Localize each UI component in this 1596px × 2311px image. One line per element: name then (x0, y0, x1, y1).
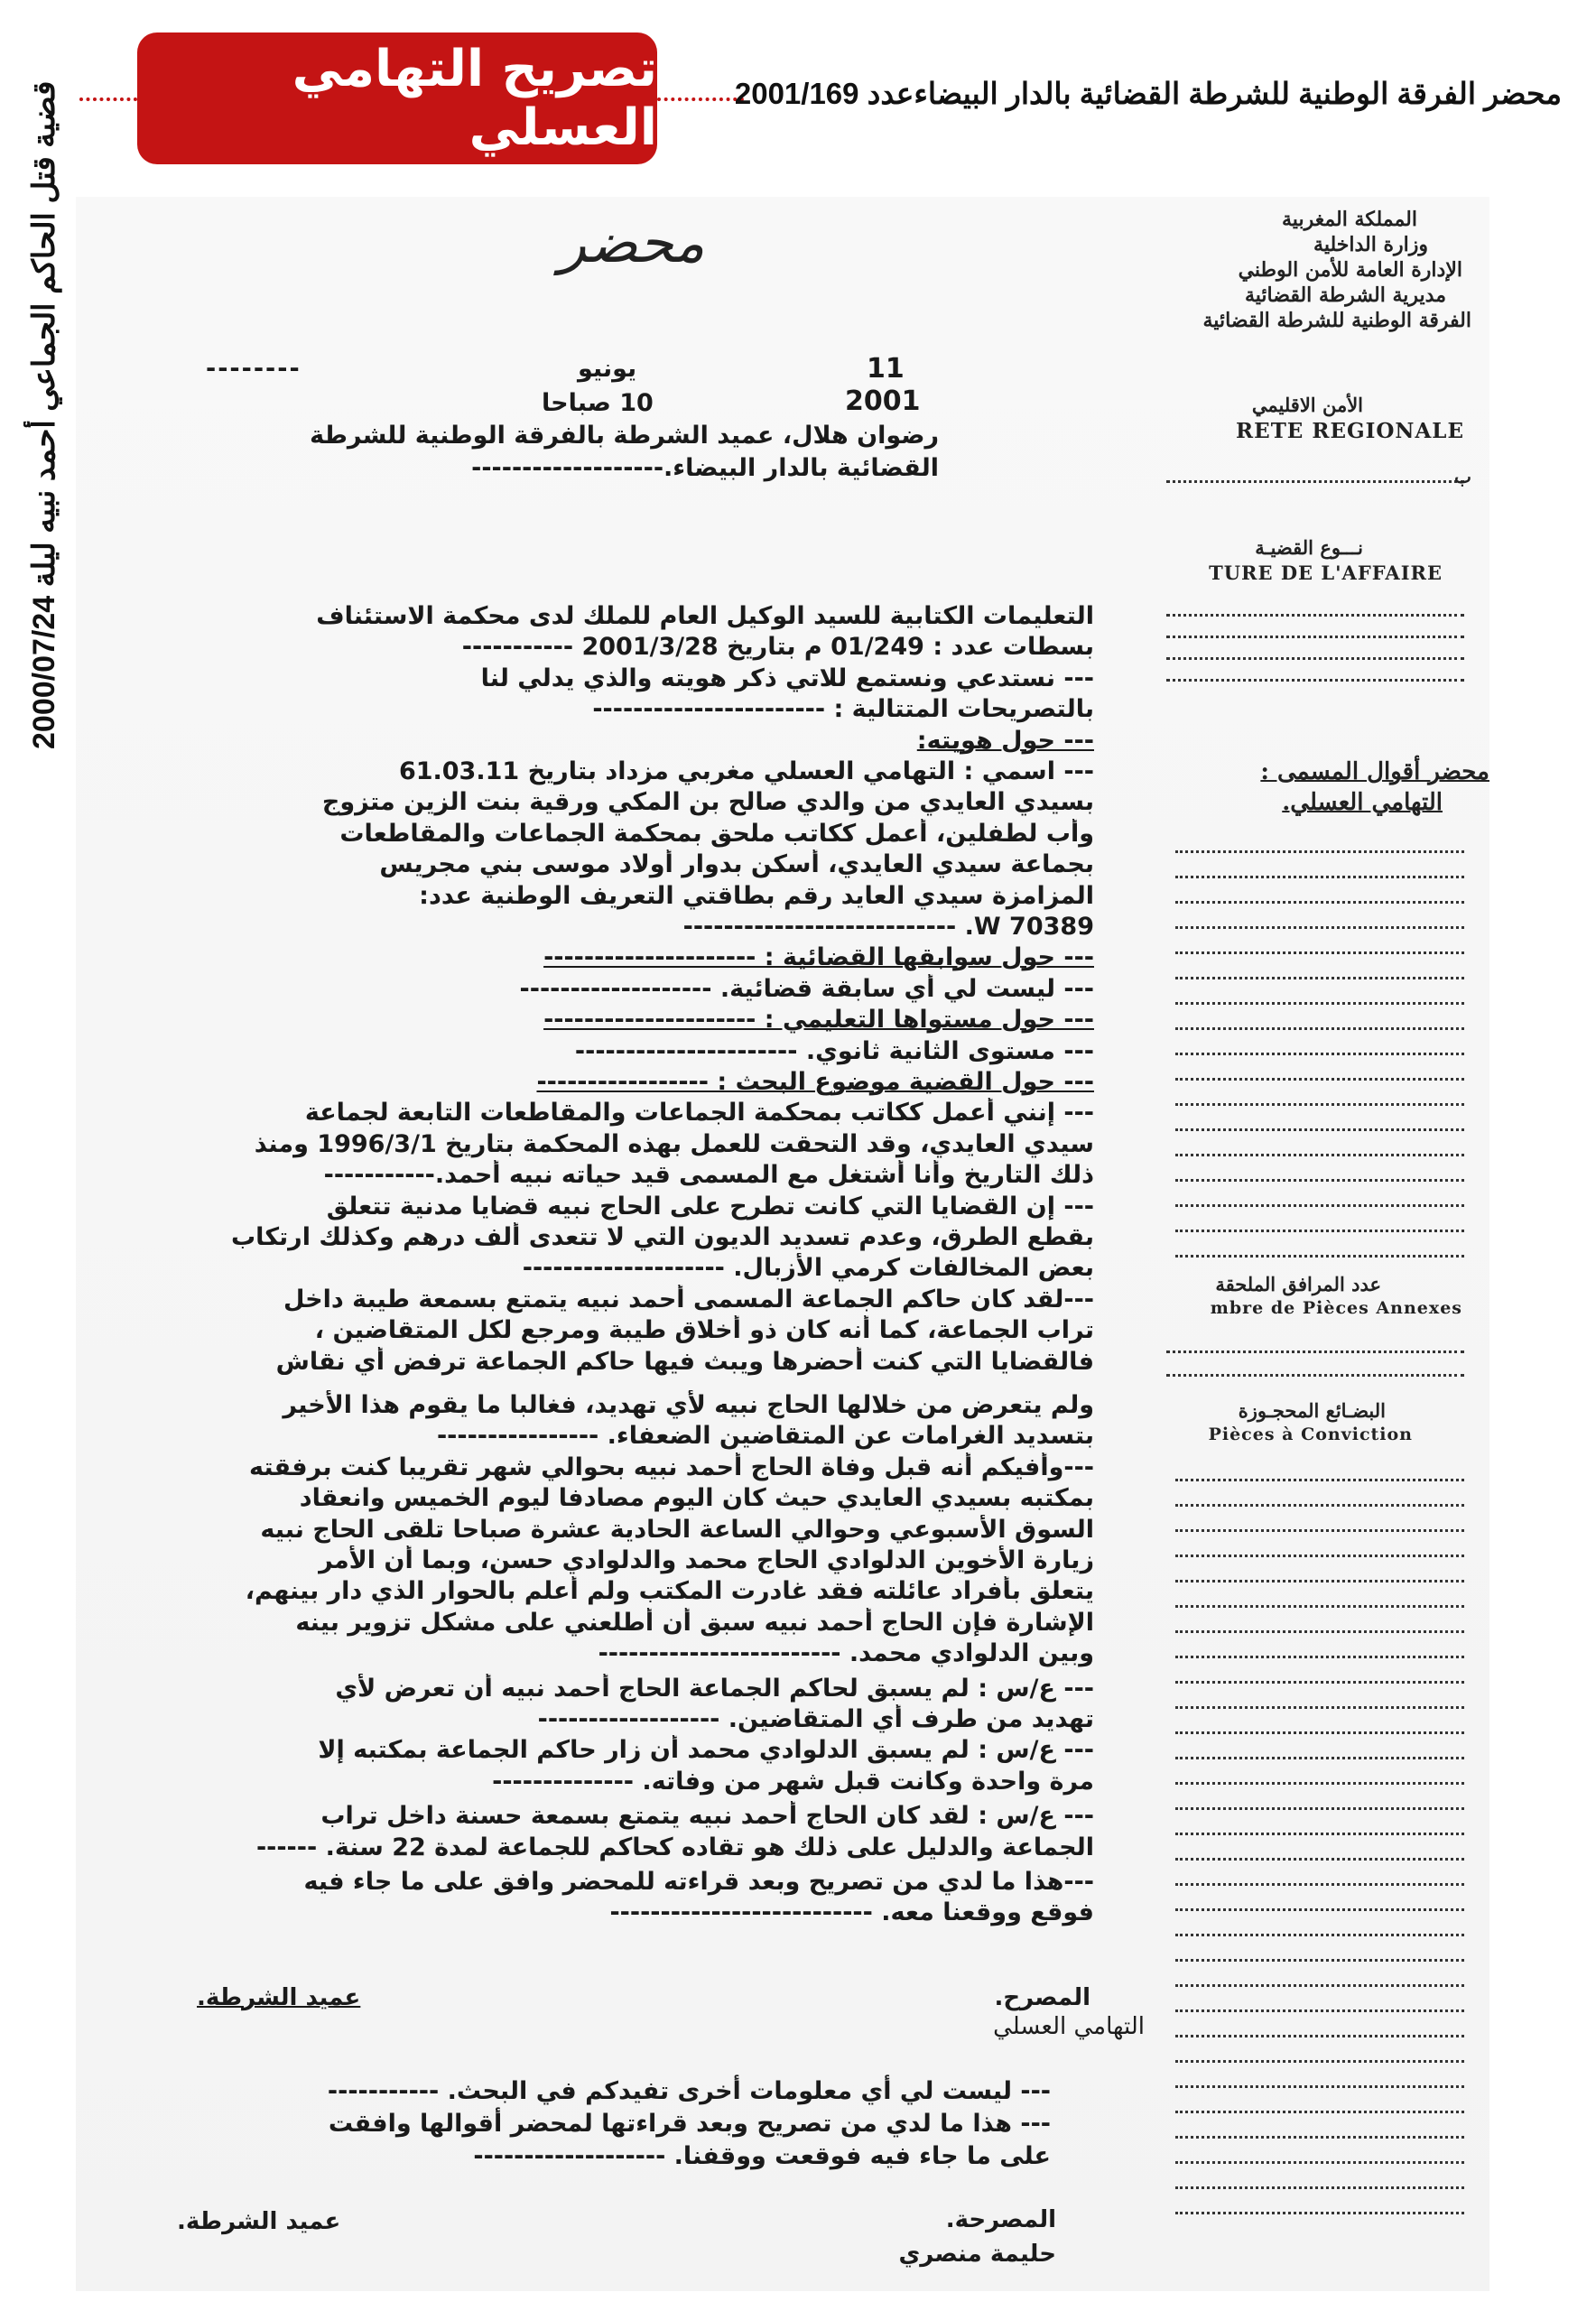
statement-line: --- حول هويته: (916, 727, 1094, 755)
dotted-line (1175, 1204, 1464, 1207)
header-dotted-rule-left (79, 97, 137, 101)
dotted-line (1175, 926, 1464, 929)
case-nature-fr: TURE DE L'AFFAIRE (1209, 562, 1443, 584)
dotted-line (1175, 2111, 1464, 2113)
dotted-line (1175, 1128, 1464, 1131)
dotted-line (1175, 1858, 1464, 1861)
dotted-line (1175, 2212, 1464, 2214)
date-day: 11 (867, 353, 905, 385)
statement-line: بجماعة سيدي العايدي، أسكن بدوار أولاد موسى بني مجريس (379, 850, 1094, 878)
right-column (1119, 204, 1499, 2280)
dotted-line (1175, 951, 1464, 954)
statement-line: سيدي العايدي، وقد التحقت للعمل بهذه المحكمة بتاريخ 1996/3/1 ومنذ (254, 1130, 1094, 1158)
dotted-line (1175, 1230, 1464, 1232)
statement-line: بسيدي العايدي من والدي صالح بن المكي ورقية بنت الزين متزوج (321, 788, 1094, 816)
statement-line: المزامزة سيدي العايد رقم بطاقتي التعريف الوطنية عدد: (419, 882, 1094, 910)
statement-line: --- مستوى الثانية ثانوي. ---------------------- (574, 1037, 1094, 1065)
statement-line: تراب الجماعة، كما أنه كان ذو أخلاق طيبة ومرجع لكل المتقاضين ، (314, 1316, 1094, 1344)
statement-line: --- ليست لي أي سابقة قضائية. ------------------- (519, 975, 1094, 1003)
regional-security-fr: RETE REGIONALE (1236, 419, 1464, 443)
dotted-line (1175, 876, 1464, 878)
dotted-line (1175, 1757, 1464, 1759)
date-dashes: -------- (206, 355, 302, 383)
statement-line: ---وأفيكم أنه قبل وفاة الحاج أحمد نبيه بحوالي شهر تقريبا كنت برفقته (249, 1453, 1094, 1481)
pv-title-line2: التهامي العسلي. (1282, 789, 1443, 816)
dotted-line (1166, 480, 1464, 483)
dotted-line (1175, 850, 1464, 853)
dotted-line (1175, 1605, 1464, 1608)
dotted-line (1175, 1630, 1464, 1633)
dotted-line (1175, 1782, 1464, 1785)
statement-line: فوقع ووقعنا معه. -------------------------- (609, 1898, 1094, 1926)
dotted-line (1175, 1883, 1464, 1886)
dotted-line (1175, 2161, 1464, 2164)
side-case-label: قضية قتل الحاكم الجماعي أحمد نبيه ليلة 2000/07/24 (27, 81, 61, 750)
dotted-line (1175, 1807, 1464, 1810)
dotted-line (1175, 1580, 1464, 1582)
statement-line: --- اسمي : التهامي العسلي مغربي مزداد بتاريخ 61.03.11 (398, 757, 1094, 785)
officer-line-2: القضائية بالدار البيضاء.------------------- (471, 454, 939, 482)
dotted-line (1175, 1833, 1464, 1835)
statement-line: --- ع/س : لم يسبق لحاكم الجماعة الحاج أحمد نبيه أن تعرض لأي (335, 1675, 1094, 1703)
national-brigade-label: الفرقة الوطنية للشرطة القضائية (1202, 309, 1471, 332)
date-month: يونيو (578, 355, 637, 383)
statement-line: --- إن القضايا التي كانت تطرح على الحاج نبيه قضايا مدنية تتعلق (326, 1193, 1094, 1220)
statement-line: بمكتبه بسيدي العايدي حيث كان اليوم مصادفا ليوم الخميس وانعقاد (299, 1484, 1094, 1512)
statement-line: الإشارة فإن الحاج أحمد نبيه سبق أن أطلعني على مشكل تزوير بينه (295, 1609, 1094, 1637)
statement-line: --- نستدعي ونستمع للاتي ذكر هويته والذي يدلي لنا (480, 664, 1094, 692)
dotted-line (1166, 1350, 1464, 1353)
dotted-line (1175, 1504, 1464, 1507)
statement-line: W 70389. --------------------------- (682, 913, 1094, 941)
b-label: ب (1454, 466, 1471, 487)
statement-line: ---هذا ما لدي من تصريح وبعد قراءته للمحضر وافق على ما جاء فيه (303, 1868, 1094, 1896)
dotted-line (1175, 1656, 1464, 1658)
dotted-line (1175, 1002, 1464, 1005)
directorate-general-label: الإدارة العامة للأمن الوطني (1238, 258, 1462, 282)
declarant-label-2: المصرحة. (945, 2206, 1056, 2233)
dotted-line (1166, 1374, 1464, 1377)
document-heading: محضر (559, 209, 705, 275)
dotted-line (1166, 636, 1464, 638)
dotted-line (1175, 901, 1464, 904)
dotted-line (1175, 1984, 1464, 1987)
dotted-line (1175, 1027, 1464, 1030)
dotted-line (1175, 2060, 1464, 2063)
dotted-line (1175, 1053, 1464, 1055)
dotted-line (1175, 1706, 1464, 1709)
officer-line-1: رضوان هلال، عميد الشرطة بالفرقة الوطنية للشرطة (310, 422, 939, 450)
dotted-line (1175, 1934, 1464, 1936)
statement-line: بتسديد الغرامات عن المتقاضين الضعفاء. ---------------- (436, 1422, 1094, 1450)
statement-line: وأب لطفلين، أعمل ككاتب ملحق بمحكمة الجماعات والمقاطعات (339, 820, 1094, 848)
statement-line: بعض المخالفات كرمي الأزبال. -------------------- (522, 1254, 1094, 1282)
officer-signature-label-1: عميد الشرطة. (197, 1984, 361, 2011)
dotted-line (1166, 657, 1464, 660)
declarant-name-2: حليمة منصري (898, 2241, 1056, 2268)
statement-line: بسطات عدد : 01/249 م بتاريخ 2001/3/28 ----------- (461, 633, 1094, 661)
date-year: 2001 (845, 385, 921, 417)
dotted-line (1175, 1529, 1464, 1532)
dotted-line (1175, 1479, 1464, 1481)
seized-items-ar: البضـائع المحجـوزة (1238, 1399, 1386, 1422)
statement-line: وبين الدلوادي محمد. ------------------------ (598, 1639, 1094, 1667)
dotted-line (1175, 2136, 1464, 2139)
declarant-label-1: المصرح. (994, 1984, 1090, 2011)
statement-line: يتعلق بأفراد عائلته فقد غادرت المكتب ولم أعلم بالحوار الذي دار بينهم، (245, 1577, 1094, 1605)
dotted-line (1175, 1255, 1464, 1258)
dotted-line (1175, 2009, 1464, 2012)
ministry-label: وزارة الداخلية (1313, 233, 1428, 256)
officer-signature-label-2: عميد الشرطة. (177, 2208, 341, 2235)
pv-title-line1: محضر أقوال المسمى : (1260, 758, 1489, 785)
dotted-line (1175, 1681, 1464, 1684)
statement-line: --- حول مستواها التعليمي : --------------------- (543, 1006, 1094, 1034)
statement-line: بالتصريحات المتتالية : ----------------------- (592, 695, 1094, 723)
dotted-line (1175, 1908, 1464, 1911)
statement-line: التعليمات الكتابية للسيد الوكيل العام للملك لدى محكمة الاستئناف (316, 602, 1094, 630)
seized-items-fr: Pièces à Conviction (1208, 1425, 1413, 1444)
declarant-name-1: التهامي العسلي (993, 2013, 1145, 2040)
regional-security-ar: الأمن الاقليمي (1251, 394, 1363, 416)
judicial-police-directorate-label: مديرية الشرطة القضائية (1245, 283, 1446, 307)
dotted-line (1175, 1103, 1464, 1106)
dotted-line (1175, 1959, 1464, 1962)
dotted-line (1175, 2186, 1464, 2189)
second-line-2: --- هذا ما لدي من تصريح وبعد قراءتها لمحضر أقوالها وافقت (328, 2110, 1051, 2138)
dotted-line (1175, 1731, 1464, 1734)
statement-line: ---لقد كان حاكم الجماعة المسمى أحمد نبيه يتمتع بسمعة طيبة داخل (283, 1285, 1094, 1313)
dotted-line (1166, 679, 1464, 682)
statement-line: ولم يتعرض من خلالها الحاج نبيه لأي تهديد، فغالبا ما يقوم هذا الأخير (283, 1391, 1094, 1419)
case-nature-ar: نـــوع القضيـة (1255, 536, 1363, 559)
statement-line: مرة واحدة وكانت قبل شهر من وفاته. -------------- (492, 1768, 1094, 1796)
second-line-3: على ما جاء فيه فوقعت ووقفنا. ------------------- (473, 2142, 1051, 2170)
dotted-line (1175, 1555, 1464, 1557)
statement-line: --- إنني أعمل ككاتب بمحكمة الجماعات والمقاطعات التابعة لجماعة (304, 1099, 1094, 1127)
dotted-line (1175, 1179, 1464, 1182)
statement-line: تهديد من طرف أي المتقاضين. ------------------ (537, 1705, 1094, 1733)
kingdom-label: المملكة المغربية (1282, 208, 1417, 231)
dotted-line (1175, 1078, 1464, 1081)
statement-line: --- ع/س : لقد كان الحاج أحمد نبيه يتمتع بسمعة حسنة داخل تراب (320, 1802, 1094, 1830)
statement-line: --- حول سوابقها القضائية : --------------------- (543, 943, 1094, 971)
second-line-1: --- ليست لي أي معلومات أخرى تفيدكم في البحث. ----------- (327, 2077, 1051, 2105)
statement-line: زيارة الأخوين الدلوادي الحاج محمد والدلوادي حسن، وبما أن الأمر (319, 1546, 1094, 1574)
statement-line: --- حول القضية موضوع البحث : ----------------- (536, 1068, 1094, 1096)
annex-count-ar: عدد المرافق الملحقة (1215, 1273, 1381, 1295)
header-dotted-rule-right (657, 97, 744, 101)
dotted-line (1175, 2085, 1464, 2088)
statement-line: الجماعة والدليل على ذلك هو تقاده كحاكم للجماعة لمدة 22 سنة. ------ (255, 1833, 1094, 1861)
dotted-line (1166, 614, 1464, 617)
statement-line: --- ع/س : لم يسبق الدلوادي محمد أن زار حاكم الجماعة بمكتبه إلا (318, 1736, 1094, 1764)
date-time: 10 صباحا (542, 389, 654, 417)
dotted-line (1175, 2035, 1464, 2037)
dotted-line (1175, 977, 1464, 979)
statement-line: ذلك التاريخ وأنا أشتغل مع المسمى قيد حياته نبيه أحمد.----------- (323, 1161, 1094, 1189)
statement-line: بقطع الطرق، وعدم تسديد الديون التي لا تتعدى ألف درهم وكذلك ارتكاب (231, 1223, 1094, 1251)
annex-count-fr: mbre de Pièces Annexes (1210, 1298, 1462, 1318)
header-reference: محضر الفرقة الوطنية للشرطة القضائية بالدار البيضاءعدد 2001/169 (734, 77, 1562, 110)
page-title-banner: تصريح التهامي العسلي (137, 32, 657, 164)
dotted-line (1175, 1154, 1464, 1156)
statement-line: فالقضايا التي كنت أحضرها ويبث فيها حاكم الجماعة ترفض أي نقاش (275, 1348, 1094, 1376)
statement-line: السوق الأسبوعي وحوالي الساعة الحادية عشرة صباحا تلقى الحاج نبيه (260, 1516, 1094, 1544)
